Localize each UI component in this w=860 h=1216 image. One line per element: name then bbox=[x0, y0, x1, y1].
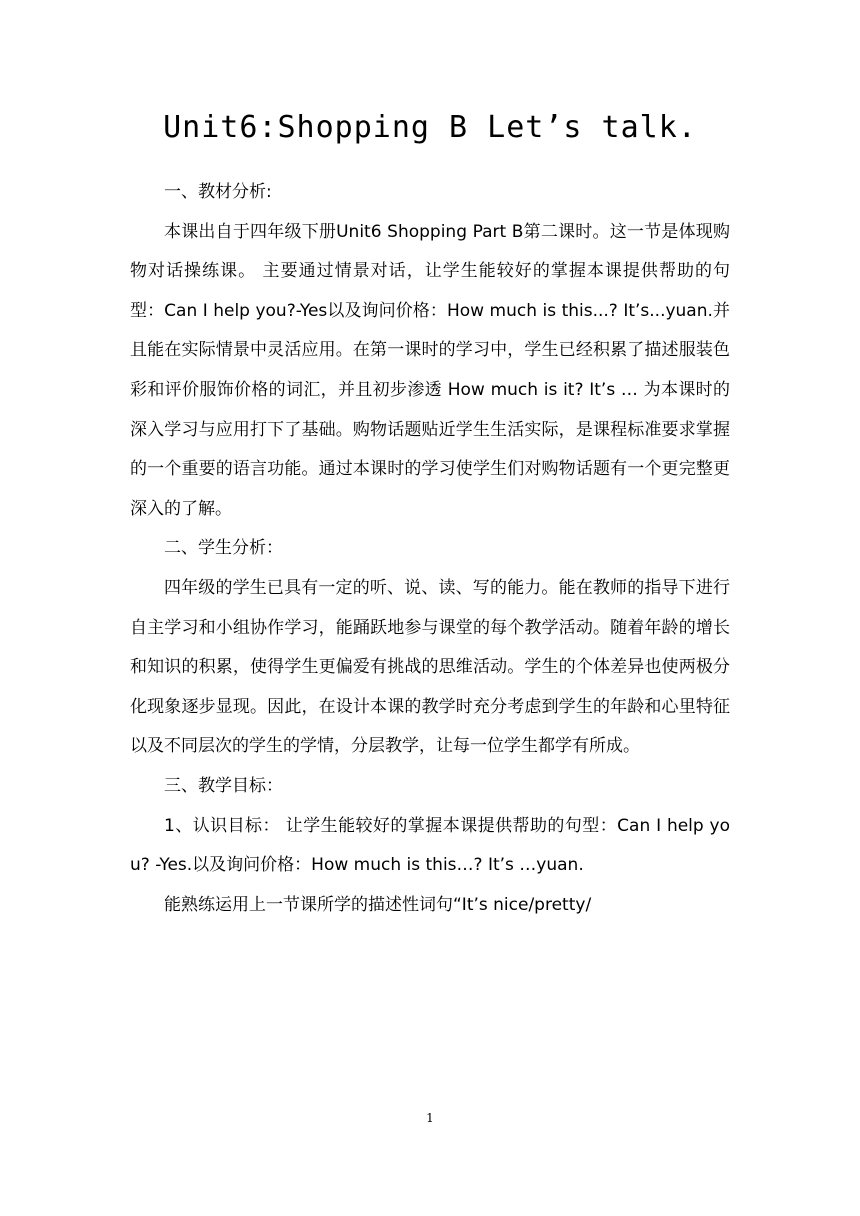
page-number: 1 bbox=[426, 1111, 434, 1125]
document-body bbox=[130, 173, 730, 925]
section-heading: 三、教学目标： bbox=[164, 775, 283, 796]
section-heading: 一、教材分析: bbox=[164, 182, 272, 202]
paragraph: 1、认识目标： 让学生能较好的掌握本课提供帮助的句型：Can I help you? -Yes.以及询问价格：How much is this…? It’s …yuan. bbox=[130, 815, 730, 876]
section-heading: 二、学生分析： bbox=[164, 538, 283, 559]
document-title: Unit6:Shopping B Let’s talk. bbox=[163, 110, 697, 145]
paragraph: 能熟练运用上一节课所学的描述性词句“It’s nice/pretty/ bbox=[164, 894, 592, 915]
paragraph: 本课出自于四年级下册Unit6 Shopping Part B第二课时。这一节是体现购物对话操练课。 主要通过情景对话，让学生能较好的掌握本课提供帮助的句型：Can I help you?-Yes以及询问价格：How much is this...? It’s...yuan.并且能在实际情景中灵活应用。在第一课时的学习中，学生已经积累了描述服装色彩和评价服饰价格的词汇，并且初步渗透 How much is it? It’s … 为本课时的深入学习与应用打下了基础。购物话题贴近学生生活实际，是课程标准要求掌握的一个重要的语言功能。通过本课时的学习使学生们对购物话题有一个更完整更深入的了解。 bbox=[130, 221, 730, 519]
paragraph: 四年级的学生已具有一定的听、说、读、写的能力。能在教师的指导下进行自主学习和小组协作学习，能踊跃地参与课堂的每个教学活动。随着年龄的增长和知识的积累，使得学生更偏爱有挑战的思维活动。学生的个体差异也使两极分化现象逐步显现。因此，在设计本课的教学时充分考虑到学生的年龄和心里特征以及不同层次的学生的学情，分层教学，让每一位学生都学有所成。 bbox=[130, 577, 730, 757]
